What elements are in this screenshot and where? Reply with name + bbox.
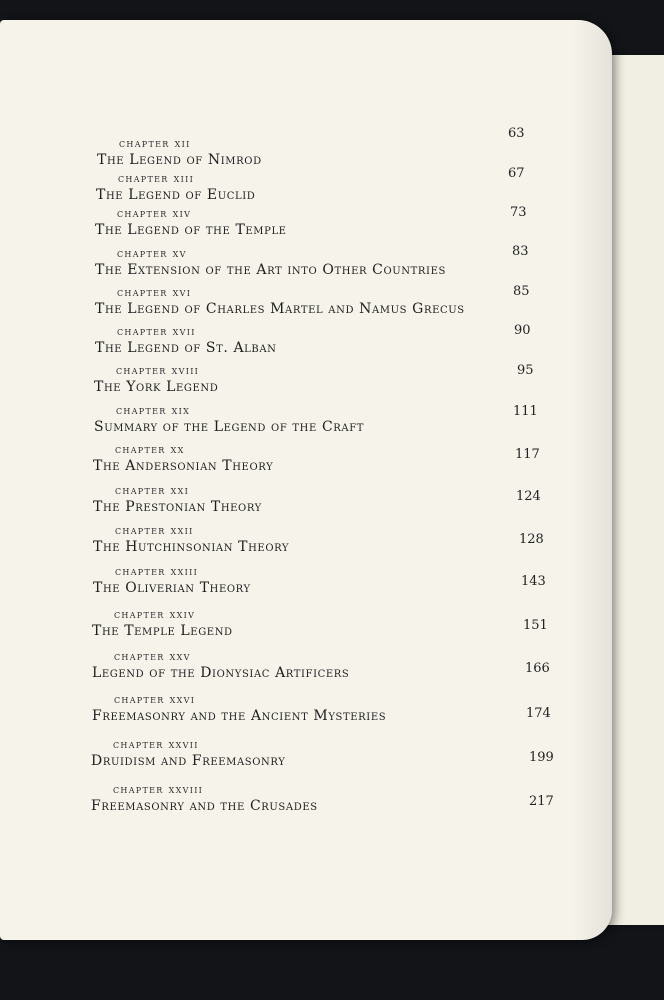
chapter-title: The Hutchinsonian Theory <box>93 539 290 555</box>
page-number: 166 <box>525 661 550 676</box>
chapter-title: The Legend of Nimrod <box>97 152 262 168</box>
chapter-label: chapter xxi <box>115 483 190 497</box>
chapter-label: chapter xii <box>119 136 191 150</box>
chapter-title: The York Legend <box>94 379 219 395</box>
book-page <box>0 20 612 940</box>
chapter-title: The Andersonian Theory <box>93 458 274 474</box>
chapter-title: The Oliverian Theory <box>93 580 251 596</box>
chapter-title: The Temple Legend <box>92 623 233 639</box>
page-number: 199 <box>529 750 554 765</box>
page-number: 128 <box>519 532 544 547</box>
page-number: 85 <box>513 284 530 299</box>
page-number: 124 <box>516 489 541 504</box>
chapter-label: chapter xxii <box>115 523 194 537</box>
chapter-label: chapter xxiv <box>114 607 196 621</box>
page-number: 73 <box>510 205 527 220</box>
chapter-label: chapter xv <box>117 246 187 260</box>
chapter-label: chapter xiv <box>117 206 192 220</box>
chapter-label: chapter xxvii <box>113 737 199 751</box>
chapter-label: chapter xxv <box>114 649 191 663</box>
chapter-title: Legend of the Dionysiac Artificers <box>92 665 350 681</box>
chapter-label: chapter xviii <box>116 363 200 377</box>
chapter-label: chapter xiii <box>118 171 195 185</box>
chapter-title: Druidism and Freemasonry <box>91 753 286 769</box>
page-curl-shade <box>572 20 612 940</box>
chapter-label: chapter xx <box>115 442 185 456</box>
chapter-label: chapter xix <box>116 403 191 417</box>
chapter-title: The Prestonian Theory <box>93 499 262 515</box>
chapter-label: chapter xvii <box>117 324 196 338</box>
chapter-title: Freemasonry and the Crusades <box>91 798 318 814</box>
chapter-title: The Extension of the Art into Other Countries <box>95 262 446 278</box>
chapter-label: chapter xvi <box>117 285 192 299</box>
page-number: 217 <box>529 794 554 809</box>
chapter-title: Freemasonry and the Ancient Mysteries <box>92 708 387 724</box>
page-number: 63 <box>508 126 525 141</box>
page-number: 174 <box>526 706 551 721</box>
chapter-title: The Legend of Euclid <box>96 187 256 203</box>
chapter-label: chapter xxviii <box>113 782 204 796</box>
page-number: 111 <box>513 404 538 419</box>
chapter-label: chapter xxvi <box>114 692 196 706</box>
page-number: 90 <box>514 323 531 338</box>
page-number: 151 <box>523 618 548 633</box>
chapter-title: The Legend of the Temple <box>95 222 287 238</box>
chapter-title: Summary of the Legend of the Craft <box>94 419 365 435</box>
page-number: 143 <box>521 574 546 589</box>
chapter-title: The Legend of Charles Martel and Namus Grecus <box>95 301 465 317</box>
page-number: 117 <box>515 447 540 462</box>
page-number: 83 <box>512 244 529 259</box>
chapter-label: chapter xxiii <box>115 564 199 578</box>
page-number: 95 <box>517 363 534 378</box>
chapter-title: The Legend of St. Alban <box>95 340 277 356</box>
page-number: 67 <box>508 166 525 181</box>
